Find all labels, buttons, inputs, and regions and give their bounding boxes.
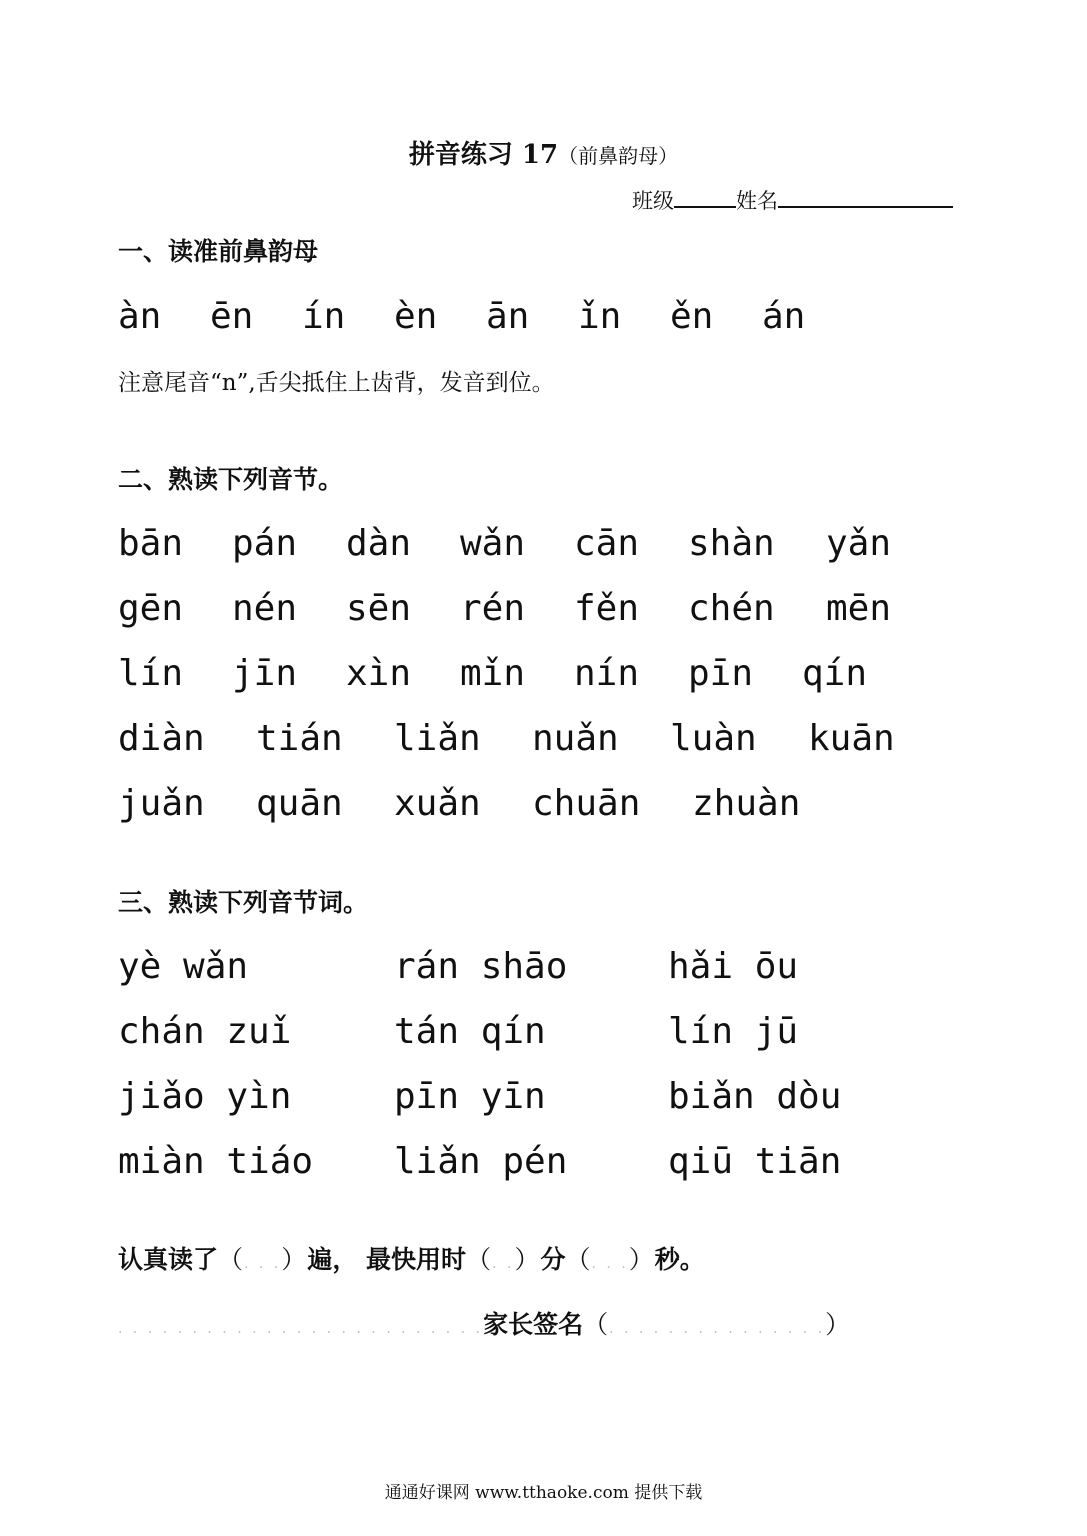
syllable: jīn [232, 653, 298, 694]
syllable: sēn [346, 588, 412, 629]
section1-note: 注意尾音“n”,舌尖抵住上齿背，发音到位。 [118, 370, 555, 396]
syllable: chén [688, 588, 775, 629]
syllable: pán [232, 523, 298, 564]
syllable: kuān [808, 718, 895, 759]
reading-record-line [118, 1240, 705, 1276]
paren-open: （ [466, 1245, 493, 1274]
paren-close: ） [628, 1245, 655, 1274]
syllable: gēn [118, 588, 184, 629]
syllable-row [118, 714, 918, 764]
section3-heading: 三、熟读下列音节词。 [118, 888, 369, 917]
syllable: xuǎn [394, 783, 481, 824]
paren-open: （ [218, 1245, 245, 1274]
syllable: juǎn [118, 783, 205, 824]
syllable: shàn [688, 523, 775, 564]
minutes-label: 分 [540, 1245, 566, 1274]
word: rán shāo [394, 946, 568, 987]
syllable: nén [232, 588, 298, 629]
section2-heading: 二、熟读下列音节。 [118, 465, 344, 494]
word-row [118, 1072, 868, 1122]
class-name-line [632, 184, 953, 215]
syllable: diàn [118, 718, 205, 759]
syllable-row [118, 519, 916, 569]
syllable: zhuàn [692, 783, 801, 824]
paren-close: ） [514, 1245, 541, 1274]
word: chán zuǐ [118, 1011, 292, 1052]
syllable: mēn [826, 588, 892, 629]
syllable: bān [118, 523, 184, 564]
syllable: liǎn [394, 718, 481, 759]
syllable: rén [460, 588, 526, 629]
final-item: án [762, 296, 806, 337]
syllable: wǎn [460, 523, 526, 564]
title-sub: （前鼻韵母） [558, 144, 679, 168]
leader-dots: . . . . . . . . . . . . . . . . . . . . . . . . . [118, 1321, 484, 1337]
word-row [118, 942, 868, 992]
word-row [118, 1137, 868, 1187]
word: jiǎo yìn [118, 1076, 292, 1117]
parent-signature-label: 家长签名 [483, 1310, 584, 1339]
seconds-label: 秒。 [654, 1245, 705, 1274]
final-item: èn [394, 296, 438, 337]
word: yè wǎn [118, 946, 249, 987]
syllable: tián [256, 718, 343, 759]
times-blank[interactable]: . . . [244, 1256, 282, 1272]
syllable: luàn [670, 718, 757, 759]
word: lín jū [668, 1011, 799, 1052]
word: biǎn dòu [668, 1076, 842, 1117]
syllable: xìn [346, 653, 412, 694]
title-main: 拼音练习 17 [408, 140, 559, 170]
syllable: qín [802, 653, 868, 694]
word: pīn yīn [394, 1076, 546, 1117]
word: qiū tiān [668, 1141, 842, 1182]
class-blank[interactable] [674, 184, 736, 208]
section1-heading: 一、读准前鼻韵母 [118, 237, 319, 266]
word-row [118, 1007, 868, 1057]
word: tán qín [394, 1011, 546, 1052]
paren-open: （ [565, 1245, 592, 1274]
page-title [0, 134, 1087, 171]
times-label: 遍， [307, 1245, 358, 1274]
word: liǎn pén [394, 1141, 568, 1182]
reading-label: 认真读了 [118, 1245, 219, 1274]
syllable: yǎn [826, 523, 892, 564]
final-item: ěn [670, 296, 714, 337]
final-item: ēn [210, 296, 254, 337]
seconds-blank[interactable]: . . . [591, 1256, 629, 1272]
paren-close: ） [281, 1245, 308, 1274]
footer-credit: 通通好课网 www.tthaoke.com 提供下载 [384, 1483, 703, 1503]
syllable-row [118, 584, 916, 634]
final-item: ǐn [578, 296, 622, 337]
syllable: nín [574, 653, 640, 694]
syllable: cān [574, 523, 640, 564]
syllable: mǐn [460, 653, 526, 694]
signature-blank[interactable]: . . . . . . . . . . . . . . . [609, 1321, 826, 1337]
name-label: 姓名 [736, 189, 778, 213]
class-label: 班级 [632, 189, 674, 213]
name-blank[interactable] [778, 184, 953, 208]
syllable-row [118, 779, 822, 829]
syllable: pīn [688, 653, 754, 694]
syllable: fěn [574, 588, 640, 629]
syllable-row [118, 649, 892, 699]
final-item: ín [302, 296, 346, 337]
syllable: dàn [346, 523, 412, 564]
minutes-blank[interactable]: . . [492, 1256, 515, 1272]
word: hǎi ōu [668, 946, 799, 987]
parent-signature-line [118, 1305, 851, 1341]
word: miàn tiáo [118, 1141, 314, 1182]
paren-close: ） [825, 1310, 852, 1339]
syllable: chuān [532, 783, 641, 824]
syllable: quān [256, 783, 343, 824]
paren-open: （ [583, 1310, 610, 1339]
final-item: àn [118, 296, 162, 337]
fastest-time-label: 最快用时 [366, 1245, 467, 1274]
syllable: lín [118, 653, 184, 694]
final-item: ān [486, 296, 530, 337]
syllable: nuǎn [532, 718, 619, 759]
section1-finals-row [118, 292, 854, 342]
